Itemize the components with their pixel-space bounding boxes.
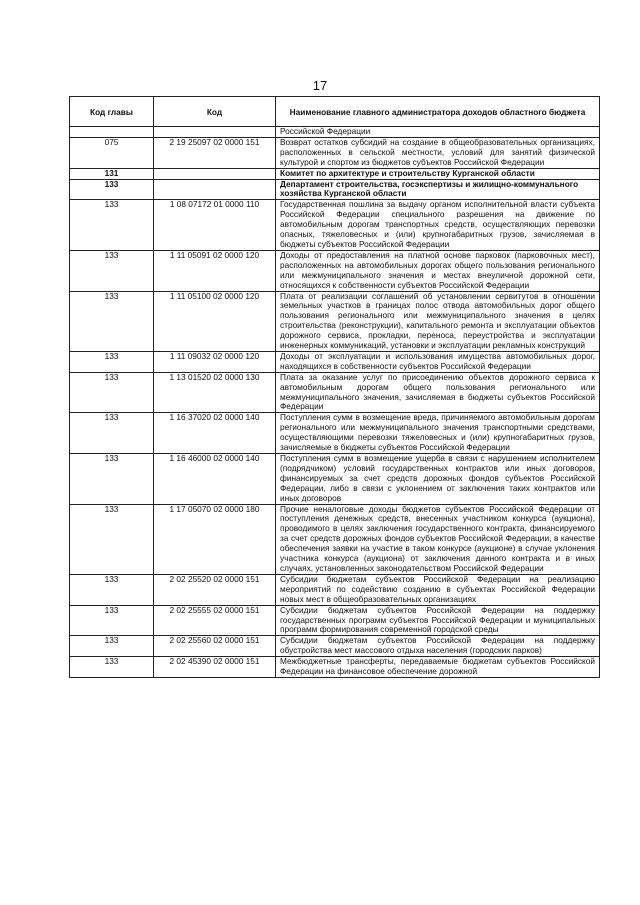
chapter-cell: 133 bbox=[70, 372, 154, 413]
name-cell: Доходы от предоставления на платной основе парковок (парковочных мест), расположенных на автомобильных дорогах общего пользования регионального или межмуниципального значения и местах внеуличной дорожной сети, относящихся к собственности субъектов Российской Федерации bbox=[276, 250, 600, 291]
name-cell: Плата от реализации соглашений об установлении сервитутов в отношении земельных участков в границах полос отвода автомобильных дорог общего пользования регионального или межмуниципального значения в целях строительства (реконструкции), капитального ремонта и эксплуатации объектов дорожного сервиса, прокладки, переноса, переустройства и эксплуатации инженерных коммуникаций, установки и эксплуатации рекламных конструкций bbox=[276, 291, 600, 351]
table-row bbox=[70, 574, 600, 605]
revenue-administrators-table bbox=[69, 96, 600, 678]
code-cell: 2 02 25520 02 0000 151 bbox=[154, 574, 276, 605]
chapter-cell: 133 bbox=[70, 657, 154, 678]
table-row bbox=[70, 657, 600, 678]
name-cell: Субсидии бюджетам субъектов Российской Федерации на поддержку государственных программ субъектов Российской Федерации и муниципальных программ формирования современной городской среды bbox=[276, 605, 600, 636]
table-row bbox=[70, 504, 600, 574]
code-cell: 2 02 25555 02 0000 151 bbox=[154, 605, 276, 636]
table-row bbox=[70, 200, 600, 251]
table-row bbox=[70, 137, 600, 168]
chapter-cell bbox=[70, 127, 154, 138]
chapter-cell: 133 bbox=[70, 291, 154, 351]
name-cell: Плата за оказание услуг по присоединению объектов дорожного сервиса к автомобильным дорогам общего пользования регионального или межмуниципального значения, зачисляемая в бюджеты субъектов Российской Федерации bbox=[276, 372, 600, 413]
name-cell: Департамент строительства, госэкспертизы и жилищно-коммунального хозяйства Курганской области bbox=[276, 179, 600, 200]
name-cell: Комитет по архитектуре и строительству Курганской области bbox=[276, 168, 600, 179]
header-administrator-name: Наименование главного администратора доходов областного бюджета bbox=[276, 97, 600, 127]
code-cell: 1 13 01520 02 0000 130 bbox=[154, 372, 276, 413]
table-row bbox=[70, 179, 600, 200]
table-row bbox=[70, 372, 600, 413]
chapter-cell: 133 bbox=[70, 504, 154, 574]
chapter-cell: 133 bbox=[70, 413, 154, 454]
table-header-row bbox=[70, 97, 600, 127]
chapter-cell: 075 bbox=[70, 137, 154, 168]
chapter-cell: 133 bbox=[70, 179, 154, 200]
code-cell: 1 11 09032 02 0000 120 bbox=[154, 351, 276, 372]
chapter-cell: 131 bbox=[70, 168, 154, 179]
table-row bbox=[70, 454, 600, 505]
name-cell: Поступления сумм в возмещение вреда, причиняемого автомобильным дорогам регионального или межмуниципального значения транспортными средствами, осуществляющими перевозки тяжеловесных и (или) крупногабаритных грузов, зачисляемые в бюджеты субъектов Российской Федерации bbox=[276, 413, 600, 454]
table-row bbox=[70, 351, 600, 372]
code-cell bbox=[154, 179, 276, 200]
code-cell bbox=[154, 127, 276, 138]
table-row bbox=[70, 605, 600, 636]
chapter-cell: 133 bbox=[70, 200, 154, 251]
code-cell: 1 11 05100 02 0000 120 bbox=[154, 291, 276, 351]
name-cell: Субсидии бюджетам субъектов Российской Федерации на реализацию мероприятий по содействию созданию в субъектах Российской Федерации новых мест в общеобразовательных организациях bbox=[276, 574, 600, 605]
table-row bbox=[70, 127, 600, 138]
table-row bbox=[70, 168, 600, 179]
table-row bbox=[70, 413, 600, 454]
name-cell: Межбюджетные трансферты, передаваемые бюджетам субъектов Российской Федерации на финансовое обеспечение дорожной bbox=[276, 657, 600, 678]
table-row bbox=[70, 636, 600, 657]
code-cell: 2 02 25560 02 0000 151 bbox=[154, 636, 276, 657]
name-cell: Российской Федерации bbox=[276, 127, 600, 138]
chapter-cell: 133 bbox=[70, 250, 154, 291]
page-number: 17 bbox=[312, 78, 328, 93]
name-cell: Государственная пошлина за выдачу органом исполнительной власти субъекта Российской Федерации специального разрешения на движение по автомобильным дорогам транспортных средств, осуществляющих перевозки опасных, тяжеловесных и (или) крупногабаритных грузов, зачисляемая в бюджеты субъектов Российской Федерации bbox=[276, 200, 600, 251]
chapter-cell: 133 bbox=[70, 636, 154, 657]
chapter-cell: 133 bbox=[70, 574, 154, 605]
name-cell: Возврат остатков субсидий на создание в общеобразовательных организациях, расположенных в сельской местности, условий для занятий физической культурой и спортом из бюджетов субъектов Российской Федерации bbox=[276, 137, 600, 168]
name-cell: Прочие неналоговые доходы бюджетов субъектов Российской Федерации от поступления денежных средств, внесенных участником конкурса (аукциона), проводимого в целях заключения государственного контракта, финансируемого за счет средств дорожных фондов субъектов Российской Федерации, в качестве обеспечения заявки на участие в таком конкурсе (аукционе) в случае уклонения участника конкурса (аукциона) от заключения данного контракта и в иных случаях, установленных законодательством Российской Федерации bbox=[276, 504, 600, 574]
code-cell: 1 16 37020 02 0000 140 bbox=[154, 413, 276, 454]
chapter-cell: 133 bbox=[70, 605, 154, 636]
chapter-cell: 133 bbox=[70, 351, 154, 372]
name-cell: Поступления сумм в возмещение ущерба в связи с нарушением исполнителем (подрядчиком) условий государственных контрактов или иных договоров, финансируемых за счет средств дорожных фондов субъектов Российской Федерации, либо в связи с уклонением от заключения таких контрактов или иных договоров bbox=[276, 454, 600, 505]
code-cell: 1 11 05091 02 0000 120 bbox=[154, 250, 276, 291]
code-cell: 1 17 05070 02 0000 180 bbox=[154, 504, 276, 574]
name-cell: Субсидии бюджетам субъектов Российской Федерации на поддержку обустройства мест массового отдыха населения (городских парков) bbox=[276, 636, 600, 657]
code-cell: 2 19 25097 02 0000 151 bbox=[154, 137, 276, 168]
table-row bbox=[70, 291, 600, 351]
header-code: Код bbox=[154, 97, 276, 127]
table-body bbox=[70, 127, 600, 678]
code-cell: 2 02 45390 02 0000 151 bbox=[154, 657, 276, 678]
table-row bbox=[70, 250, 600, 291]
code-cell: 1 08 07172 01 0000 110 bbox=[154, 200, 276, 251]
name-cell: Доходы от эксплуатации и использования имущества автомобильных дорог, находящихся в собственности субъектов Российской Федерации bbox=[276, 351, 600, 372]
header-chapter-code: Код главы bbox=[70, 97, 154, 127]
code-cell: 1 16 46000 02 0000 140 bbox=[154, 454, 276, 505]
chapter-cell: 133 bbox=[70, 454, 154, 505]
code-cell bbox=[154, 168, 276, 179]
